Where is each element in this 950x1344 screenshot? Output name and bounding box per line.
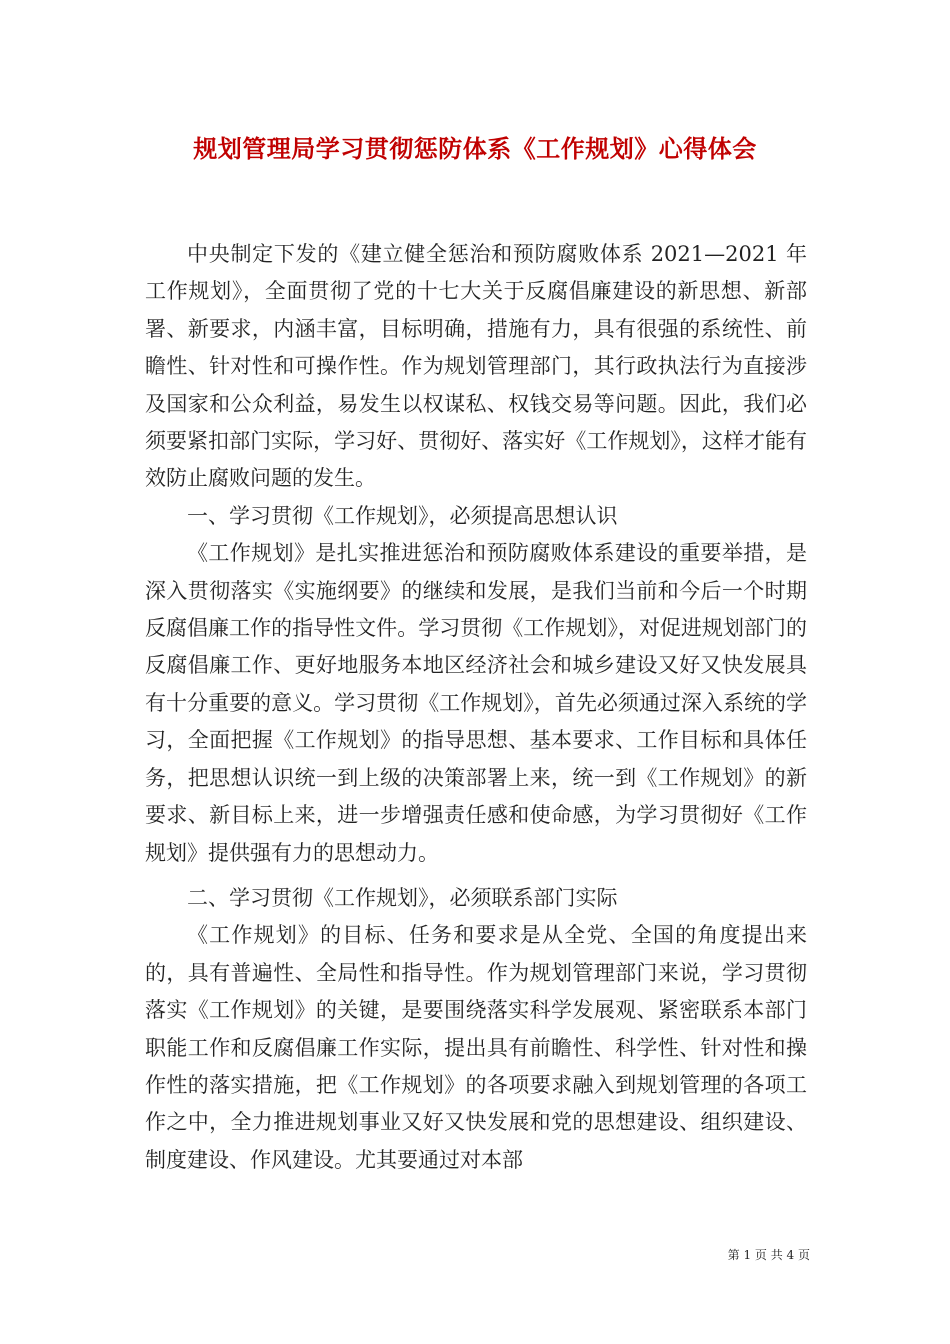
document-title: 规划管理局学习贯彻惩防体系《工作规划》心得体会 — [193, 134, 757, 163]
paragraph-section-2: 《工作规划》的目标、任务和要求是从全党、全国的角度提出来的，具有普遍性、全局性和指导性。作为规划管理部门来说，学习贯彻落实《工作规划》的关键，是要围绕落实科学发展观、紧密联系本部门职能工作和反腐倡廉工作实际，提出具有前瞻性、科学性、针对性和操作性的落实措施，把《工作规划》的各项要求融入到规划管理的各项工作之中，全力推进规划事业又好又快发展和党的思想建设、组织建设、制度建设、作风建设。尤其要通过对本部 — [145, 923, 807, 1172]
paragraph-intro: 中央制定下发的《建立健全惩治和预防腐败体系 2021—2021 年工作规划》，全面贯彻了党的十七大关于反腐倡廉建设的新思想、新部署、新要求，内涵丰富，目标明确，措施有力，具有很强的系统性、前瞻性、针对性和可操作性。作为规划管理部门，其行政执法行为直接涉及国家和公众利益，易发生以权谋私、权钱交易等问题。因此，我们必须要紧扣部门实际，学习好、贯彻好、落实好《工作规划》，这样才能有效防止腐败问题的发生。 — [145, 242, 807, 491]
paragraph-section-1: 《工作规划》是扎实推进惩治和预防腐败体系建设的重要举措，是深入贯彻落实《实施纲要》的继续和发展，是我们当前和今后一个时期反腐倡廉工作的指导性文件。学习贯彻《工作规划》，对促进规划部门的反腐倡廉工作、更好地服务本地区经济社会和城乡建设又好又快发展具有十分重要的意义。学习贯彻《工作规划》，首先必须通过深入系统的学习，全面把握《工作规划》的指导思想、基本要求、工作目标和具体任务，把思想认识统一到上级的决策部署上来，统一到《工作规划》的新要求、新目标上来，进一步增强责任感和使命感，为学习贯彻好《工作规划》提供强有力的思想动力。 — [145, 541, 807, 865]
section-heading-2: 二、学习贯彻《工作规划》，必须联系部门实际 — [187, 885, 618, 910]
document-body — [145, 236, 807, 1179]
section-heading-1: 一、学习贯彻《工作规划》，必须提高思想认识 — [187, 503, 618, 528]
page-number-footer: 第 1 页 共 4 页 — [727, 1248, 810, 1262]
